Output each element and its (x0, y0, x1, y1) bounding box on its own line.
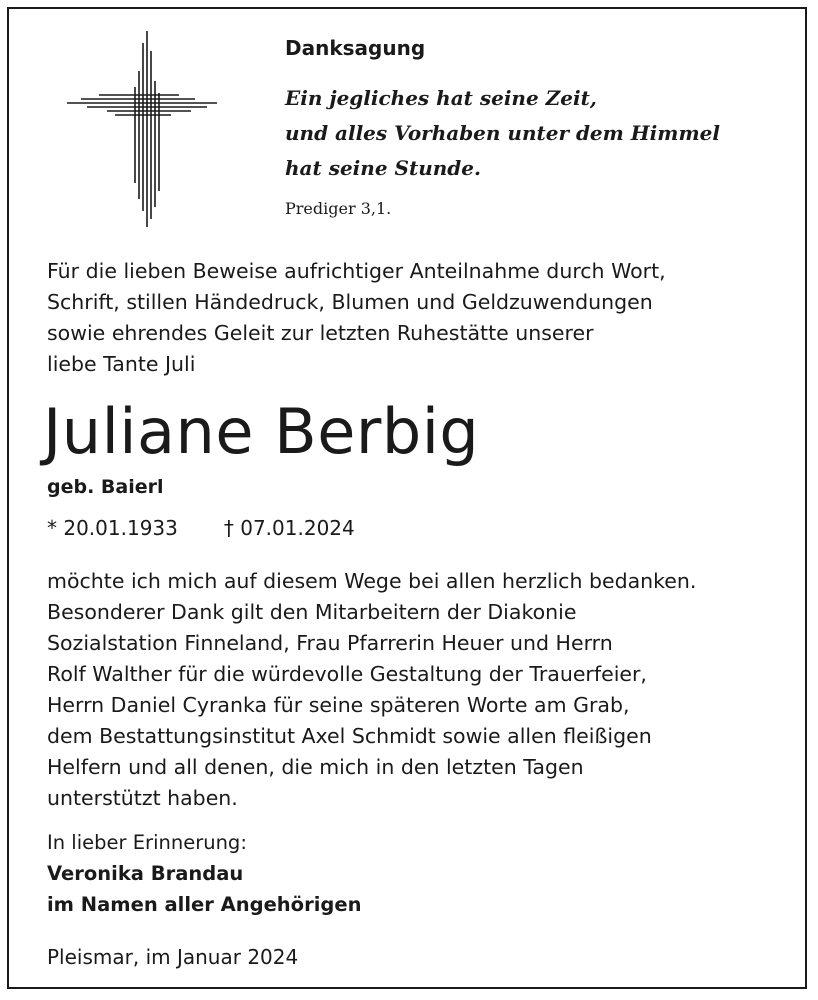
thanks-line: Herrn Daniel Cyranka für seine späteren Worte am Grab, (47, 693, 630, 717)
life-dates (47, 513, 355, 543)
thanks-line: Besonderer Dank gilt den Mitarbeitern der Diakonie (47, 600, 577, 624)
bible-verse (285, 81, 795, 186)
intro-line: Für die lieben Beweise aufrichtiger Anteilnahme durch Wort, (47, 259, 666, 283)
verse-line: und alles Vorhaben unter dem Himmel (285, 121, 720, 145)
birth-date: * 20.01.1933 (47, 516, 178, 540)
on-behalf-line: im Namen aller Angehörigen (47, 893, 362, 916)
thanks-line: Helfern und all denen, die mich in den letzten Tagen (47, 755, 584, 779)
intro-line: sowie ehrendes Geleit zur letzten Ruhestätte unserer (47, 321, 594, 345)
verse-reference: Prediger 3,1. (285, 199, 392, 218)
obituary-notice (7, 7, 807, 989)
intro-paragraph (47, 256, 797, 380)
intro-line: Schrift, stillen Händedruck, Blumen und Geldzuwendungen (47, 290, 653, 314)
death-date: † 07.01.2024 (223, 516, 355, 540)
birth-name: geb. Baierl (47, 476, 164, 498)
intro-line: liebe Tante Juli (47, 352, 196, 376)
closing-block (47, 827, 361, 920)
verse-line: hat seine Stunde. (285, 156, 481, 180)
thanks-line: unterstützt haben. (47, 786, 238, 810)
thanks-line: Sozialstation Finneland, Frau Pfarrerin Heuer und Herrn (47, 631, 613, 655)
notice-title: Danksagung (285, 36, 426, 60)
cross-icon (67, 31, 217, 227)
header-block (285, 35, 795, 220)
thanks-line: möchte ich mich auf diesem Wege bei allen herzlich bedanken. (47, 569, 697, 593)
memory-line: In lieber Erinnerung: (47, 831, 247, 854)
deceased-name: Juliane Berbig (43, 395, 480, 468)
verse-line: Ein jegliches hat seine Zeit, (285, 86, 597, 110)
thanks-line: dem Bestattungsinstitut Axel Schmidt sowie allen fleißigen (47, 724, 652, 748)
signer-name: Veronika Brandau (47, 862, 244, 885)
thanks-line: Rolf Walther für die würdevolle Gestaltung der Trauerfeier, (47, 662, 647, 686)
thanks-paragraph (47, 566, 797, 814)
place-date: Pleismar, im Januar 2024 (47, 945, 299, 969)
